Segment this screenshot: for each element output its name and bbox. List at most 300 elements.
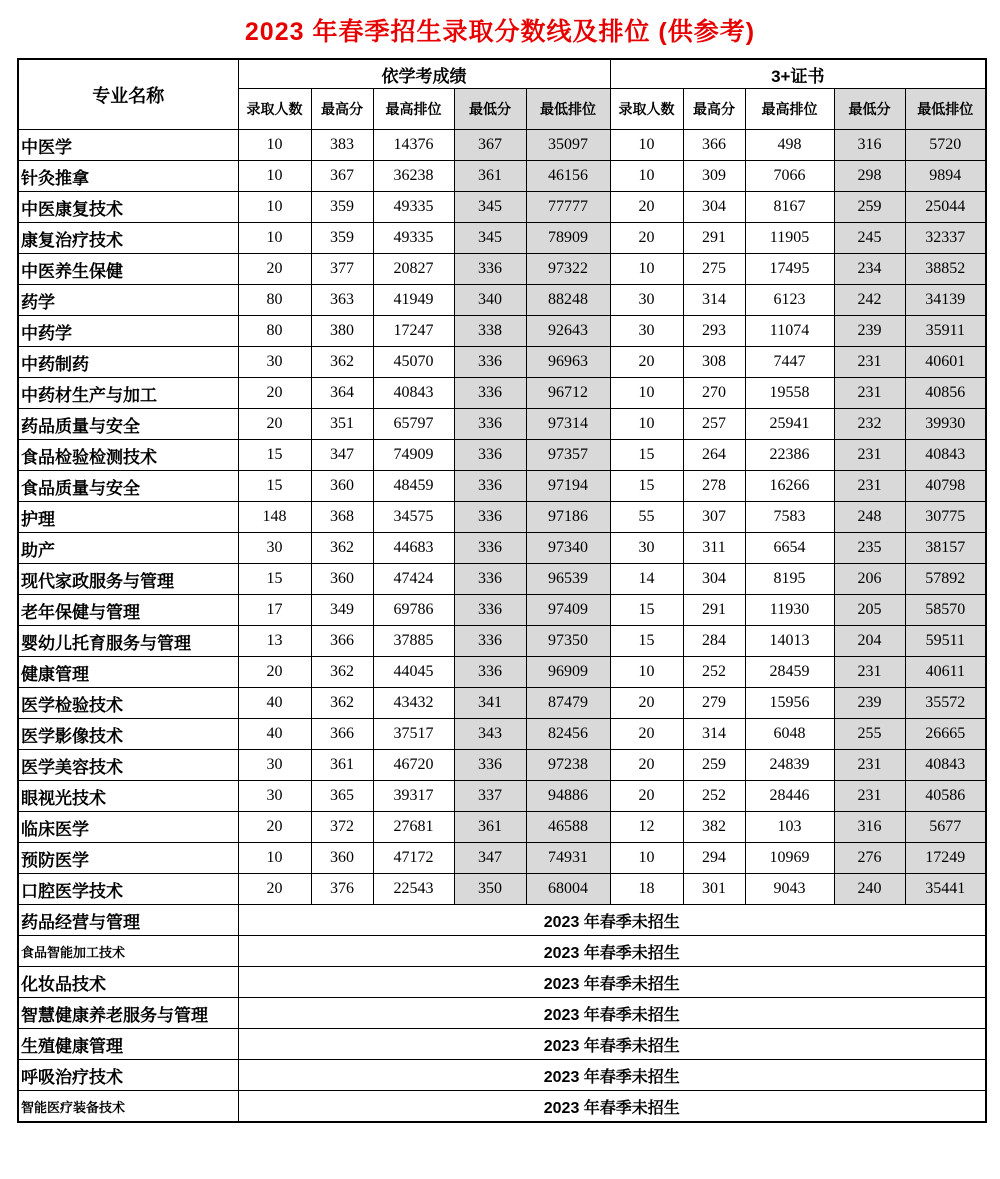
value-cell: 46720 xyxy=(373,750,454,781)
value-cell: 343 xyxy=(454,719,526,750)
value-cell: 69786 xyxy=(373,595,454,626)
value-cell: 11905 xyxy=(745,223,834,254)
value-cell: 10 xyxy=(610,843,683,874)
table-row xyxy=(18,440,986,471)
value-cell: 350 xyxy=(454,874,526,905)
value-cell: 30 xyxy=(610,316,683,347)
no-enroll-message-cell: 2023 年春季未招生 xyxy=(238,967,986,998)
value-cell: 40856 xyxy=(905,378,986,409)
value-cell: 336 xyxy=(454,564,526,595)
value-cell: 30 xyxy=(238,750,311,781)
major-name-cell: 口腔医学技术 xyxy=(18,874,238,905)
table-row xyxy=(18,595,986,626)
value-cell: 10 xyxy=(238,843,311,874)
value-cell: 35911 xyxy=(905,316,986,347)
major-name-cell: 中医养生保健 xyxy=(18,254,238,285)
major-name-cell: 医学检验技术 xyxy=(18,688,238,719)
value-cell: 276 xyxy=(834,843,905,874)
value-cell: 92643 xyxy=(526,316,610,347)
major-name-cell: 生殖健康管理 xyxy=(18,1029,238,1060)
value-cell: 148 xyxy=(238,502,311,533)
value-cell: 338 xyxy=(454,316,526,347)
value-cell: 40843 xyxy=(373,378,454,409)
value-cell: 270 xyxy=(683,378,745,409)
value-cell: 359 xyxy=(311,223,373,254)
value-cell: 5720 xyxy=(905,130,986,161)
value-cell: 44683 xyxy=(373,533,454,564)
value-cell: 362 xyxy=(311,347,373,378)
value-cell: 309 xyxy=(683,161,745,192)
no-enroll-message-cell: 2023 年春季未招生 xyxy=(238,905,986,936)
value-cell: 25044 xyxy=(905,192,986,223)
major-name-cell: 药品质量与安全 xyxy=(18,409,238,440)
group-header-row xyxy=(18,59,986,89)
value-cell: 59511 xyxy=(905,626,986,657)
table-row-no-enroll xyxy=(18,936,986,967)
value-cell: 7447 xyxy=(745,347,834,378)
major-name-cell: 药品经营与管理 xyxy=(18,905,238,936)
value-cell: 15956 xyxy=(745,688,834,719)
value-cell: 19558 xyxy=(745,378,834,409)
value-cell: 349 xyxy=(311,595,373,626)
value-cell: 96909 xyxy=(526,657,610,688)
value-cell: 7066 xyxy=(745,161,834,192)
value-cell: 6048 xyxy=(745,719,834,750)
value-cell: 307 xyxy=(683,502,745,533)
value-cell: 336 xyxy=(454,502,526,533)
value-cell: 47172 xyxy=(373,843,454,874)
value-cell: 231 xyxy=(834,781,905,812)
value-cell: 10 xyxy=(610,657,683,688)
value-cell: 368 xyxy=(311,502,373,533)
value-cell: 22543 xyxy=(373,874,454,905)
value-cell: 231 xyxy=(834,440,905,471)
value-cell: 34139 xyxy=(905,285,986,316)
sub-header-xuekao-1: 最高分 xyxy=(311,89,373,130)
major-name-cell: 预防医学 xyxy=(18,843,238,874)
value-cell: 363 xyxy=(311,285,373,316)
value-cell: 20 xyxy=(238,812,311,843)
value-cell: 20 xyxy=(238,657,311,688)
value-cell: 20 xyxy=(238,378,311,409)
value-cell: 364 xyxy=(311,378,373,409)
major-name-cell: 药学 xyxy=(18,285,238,316)
value-cell: 18 xyxy=(610,874,683,905)
column-header-major-name: 专业名称 xyxy=(18,59,238,130)
table-header xyxy=(18,59,986,130)
value-cell: 35097 xyxy=(526,130,610,161)
table-row xyxy=(18,409,986,440)
value-cell: 11930 xyxy=(745,595,834,626)
value-cell: 336 xyxy=(454,254,526,285)
value-cell: 20 xyxy=(238,254,311,285)
major-name-cell: 健康管理 xyxy=(18,657,238,688)
value-cell: 347 xyxy=(311,440,373,471)
value-cell: 245 xyxy=(834,223,905,254)
value-cell: 80 xyxy=(238,285,311,316)
value-cell: 336 xyxy=(454,533,526,564)
value-cell: 362 xyxy=(311,533,373,564)
value-cell: 10 xyxy=(610,130,683,161)
table-row xyxy=(18,223,986,254)
admission-score-table xyxy=(17,58,987,1123)
sub-header-cert-0: 录取人数 xyxy=(610,89,683,130)
value-cell: 30 xyxy=(238,781,311,812)
value-cell: 74931 xyxy=(526,843,610,874)
value-cell: 294 xyxy=(683,843,745,874)
value-cell: 304 xyxy=(683,564,745,595)
value-cell: 49335 xyxy=(373,223,454,254)
value-cell: 336 xyxy=(454,347,526,378)
value-cell: 336 xyxy=(454,626,526,657)
value-cell: 40586 xyxy=(905,781,986,812)
value-cell: 97409 xyxy=(526,595,610,626)
value-cell: 231 xyxy=(834,378,905,409)
value-cell: 360 xyxy=(311,564,373,595)
value-cell: 345 xyxy=(454,192,526,223)
value-cell: 11074 xyxy=(745,316,834,347)
value-cell: 20827 xyxy=(373,254,454,285)
value-cell: 336 xyxy=(454,440,526,471)
value-cell: 10 xyxy=(238,192,311,223)
value-cell: 336 xyxy=(454,750,526,781)
table-row xyxy=(18,719,986,750)
sub-header-cert-3: 最低分 xyxy=(834,89,905,130)
value-cell: 231 xyxy=(834,750,905,781)
value-cell: 311 xyxy=(683,533,745,564)
value-cell: 27681 xyxy=(373,812,454,843)
value-cell: 340 xyxy=(454,285,526,316)
value-cell: 367 xyxy=(311,161,373,192)
value-cell: 97238 xyxy=(526,750,610,781)
value-cell: 17495 xyxy=(745,254,834,285)
value-cell: 10 xyxy=(238,223,311,254)
value-cell: 380 xyxy=(311,316,373,347)
value-cell: 206 xyxy=(834,564,905,595)
value-cell: 39930 xyxy=(905,409,986,440)
value-cell: 97194 xyxy=(526,471,610,502)
table-row xyxy=(18,812,986,843)
value-cell: 347 xyxy=(454,843,526,874)
major-name-cell: 智慧健康养老服务与管理 xyxy=(18,998,238,1029)
value-cell: 37517 xyxy=(373,719,454,750)
value-cell: 264 xyxy=(683,440,745,471)
table-row-no-enroll xyxy=(18,967,986,998)
value-cell: 47424 xyxy=(373,564,454,595)
value-cell: 316 xyxy=(834,130,905,161)
value-cell: 20 xyxy=(610,719,683,750)
column-group-3-certificate: 3+证书 xyxy=(610,59,986,89)
value-cell: 362 xyxy=(311,688,373,719)
value-cell: 8167 xyxy=(745,192,834,223)
value-cell: 30 xyxy=(238,347,311,378)
value-cell: 40 xyxy=(238,719,311,750)
major-name-cell: 中药材生产与加工 xyxy=(18,378,238,409)
value-cell: 10 xyxy=(610,409,683,440)
value-cell: 275 xyxy=(683,254,745,285)
value-cell: 239 xyxy=(834,688,905,719)
major-name-cell: 婴幼儿托育服务与管理 xyxy=(18,626,238,657)
value-cell: 293 xyxy=(683,316,745,347)
table-row-no-enroll xyxy=(18,1091,986,1123)
value-cell: 15 xyxy=(610,440,683,471)
value-cell: 15 xyxy=(238,471,311,502)
value-cell: 45070 xyxy=(373,347,454,378)
major-name-cell: 医学影像技术 xyxy=(18,719,238,750)
value-cell: 360 xyxy=(311,843,373,874)
major-name-cell: 针灸推拿 xyxy=(18,161,238,192)
value-cell: 17247 xyxy=(373,316,454,347)
value-cell: 24839 xyxy=(745,750,834,781)
value-cell: 32337 xyxy=(905,223,986,254)
major-name-cell: 临床医学 xyxy=(18,812,238,843)
value-cell: 38157 xyxy=(905,533,986,564)
value-cell: 367 xyxy=(454,130,526,161)
value-cell: 360 xyxy=(311,471,373,502)
table-row xyxy=(18,564,986,595)
value-cell: 40798 xyxy=(905,471,986,502)
value-cell: 314 xyxy=(683,719,745,750)
value-cell: 7583 xyxy=(745,502,834,533)
value-cell: 6123 xyxy=(745,285,834,316)
value-cell: 43432 xyxy=(373,688,454,719)
value-cell: 278 xyxy=(683,471,745,502)
value-cell: 361 xyxy=(454,161,526,192)
value-cell: 239 xyxy=(834,316,905,347)
value-cell: 9043 xyxy=(745,874,834,905)
value-cell: 376 xyxy=(311,874,373,905)
table-row xyxy=(18,843,986,874)
value-cell: 20 xyxy=(610,688,683,719)
value-cell: 10 xyxy=(238,130,311,161)
value-cell: 359 xyxy=(311,192,373,223)
value-cell: 34575 xyxy=(373,502,454,533)
value-cell: 22386 xyxy=(745,440,834,471)
value-cell: 97357 xyxy=(526,440,610,471)
value-cell: 94886 xyxy=(526,781,610,812)
no-enroll-message-cell: 2023 年春季未招生 xyxy=(238,1029,986,1060)
table-row-no-enroll xyxy=(18,998,986,1029)
table-row xyxy=(18,874,986,905)
value-cell: 97186 xyxy=(526,502,610,533)
value-cell: 252 xyxy=(683,657,745,688)
table-row xyxy=(18,161,986,192)
value-cell: 103 xyxy=(745,812,834,843)
value-cell: 41949 xyxy=(373,285,454,316)
value-cell: 259 xyxy=(683,750,745,781)
value-cell: 97314 xyxy=(526,409,610,440)
value-cell: 366 xyxy=(311,626,373,657)
value-cell: 20 xyxy=(238,409,311,440)
value-cell: 17 xyxy=(238,595,311,626)
major-name-cell: 中医学 xyxy=(18,130,238,161)
table-row xyxy=(18,657,986,688)
value-cell: 316 xyxy=(834,812,905,843)
value-cell: 37885 xyxy=(373,626,454,657)
value-cell: 57892 xyxy=(905,564,986,595)
value-cell: 10969 xyxy=(745,843,834,874)
value-cell: 35441 xyxy=(905,874,986,905)
value-cell: 336 xyxy=(454,657,526,688)
value-cell: 20 xyxy=(610,192,683,223)
major-name-cell: 食品智能加工技术 xyxy=(18,936,238,967)
value-cell: 40601 xyxy=(905,347,986,378)
table-row-no-enroll xyxy=(18,905,986,936)
value-cell: 14376 xyxy=(373,130,454,161)
sub-header-xuekao-0: 录取人数 xyxy=(238,89,311,130)
value-cell: 40843 xyxy=(905,750,986,781)
value-cell: 366 xyxy=(311,719,373,750)
major-name-cell: 智能医疗装备技术 xyxy=(18,1091,238,1123)
value-cell: 259 xyxy=(834,192,905,223)
value-cell: 65797 xyxy=(373,409,454,440)
major-name-cell: 医学美容技术 xyxy=(18,750,238,781)
value-cell: 345 xyxy=(454,223,526,254)
value-cell: 308 xyxy=(683,347,745,378)
major-name-cell: 现代家政服务与管理 xyxy=(18,564,238,595)
value-cell: 38852 xyxy=(905,254,986,285)
value-cell: 248 xyxy=(834,502,905,533)
value-cell: 377 xyxy=(311,254,373,285)
value-cell: 48459 xyxy=(373,471,454,502)
table-row xyxy=(18,626,986,657)
value-cell: 14013 xyxy=(745,626,834,657)
value-cell: 15 xyxy=(238,564,311,595)
no-enroll-message-cell: 2023 年春季未招生 xyxy=(238,998,986,1029)
value-cell: 39317 xyxy=(373,781,454,812)
major-name-cell: 老年保健与管理 xyxy=(18,595,238,626)
major-name-cell: 食品检验检测技术 xyxy=(18,440,238,471)
value-cell: 20 xyxy=(610,781,683,812)
sub-header-xuekao-4: 最低排位 xyxy=(526,89,610,130)
value-cell: 97350 xyxy=(526,626,610,657)
table-body xyxy=(18,130,986,1123)
value-cell: 46156 xyxy=(526,161,610,192)
table-row xyxy=(18,192,986,223)
value-cell: 36238 xyxy=(373,161,454,192)
sub-header-cert-4: 最低排位 xyxy=(905,89,986,130)
value-cell: 77777 xyxy=(526,192,610,223)
value-cell: 231 xyxy=(834,347,905,378)
value-cell: 28446 xyxy=(745,781,834,812)
value-cell: 257 xyxy=(683,409,745,440)
table-row xyxy=(18,316,986,347)
value-cell: 44045 xyxy=(373,657,454,688)
value-cell: 291 xyxy=(683,223,745,254)
value-cell: 336 xyxy=(454,378,526,409)
value-cell: 82456 xyxy=(526,719,610,750)
value-cell: 20 xyxy=(238,874,311,905)
sub-header-xuekao-3: 最低分 xyxy=(454,89,526,130)
value-cell: 336 xyxy=(454,595,526,626)
major-name-cell: 眼视光技术 xyxy=(18,781,238,812)
value-cell: 337 xyxy=(454,781,526,812)
value-cell: 252 xyxy=(683,781,745,812)
value-cell: 10 xyxy=(610,378,683,409)
value-cell: 255 xyxy=(834,719,905,750)
table-row xyxy=(18,285,986,316)
value-cell: 16266 xyxy=(745,471,834,502)
value-cell: 498 xyxy=(745,130,834,161)
column-group-xuekao-score: 依学考成绩 xyxy=(238,59,610,89)
value-cell: 40843 xyxy=(905,440,986,471)
value-cell: 97322 xyxy=(526,254,610,285)
table-row xyxy=(18,130,986,161)
value-cell: 205 xyxy=(834,595,905,626)
value-cell: 284 xyxy=(683,626,745,657)
table-row xyxy=(18,750,986,781)
value-cell: 291 xyxy=(683,595,745,626)
sub-header-xuekao-2: 最高排位 xyxy=(373,89,454,130)
value-cell: 15 xyxy=(610,626,683,657)
value-cell: 242 xyxy=(834,285,905,316)
value-cell: 96712 xyxy=(526,378,610,409)
value-cell: 10 xyxy=(610,161,683,192)
value-cell: 10 xyxy=(610,254,683,285)
value-cell: 49335 xyxy=(373,192,454,223)
table-row xyxy=(18,688,986,719)
value-cell: 204 xyxy=(834,626,905,657)
value-cell: 96963 xyxy=(526,347,610,378)
value-cell: 304 xyxy=(683,192,745,223)
table-row xyxy=(18,533,986,564)
value-cell: 28459 xyxy=(745,657,834,688)
value-cell: 30775 xyxy=(905,502,986,533)
value-cell: 234 xyxy=(834,254,905,285)
value-cell: 361 xyxy=(454,812,526,843)
value-cell: 40 xyxy=(238,688,311,719)
value-cell: 298 xyxy=(834,161,905,192)
value-cell: 12 xyxy=(610,812,683,843)
value-cell: 17249 xyxy=(905,843,986,874)
value-cell: 232 xyxy=(834,409,905,440)
value-cell: 231 xyxy=(834,657,905,688)
table-row xyxy=(18,781,986,812)
table-row-no-enroll xyxy=(18,1029,986,1060)
value-cell: 68004 xyxy=(526,874,610,905)
value-cell: 26665 xyxy=(905,719,986,750)
value-cell: 10 xyxy=(238,161,311,192)
value-cell: 30 xyxy=(610,285,683,316)
value-cell: 55 xyxy=(610,502,683,533)
major-name-cell: 护理 xyxy=(18,502,238,533)
value-cell: 314 xyxy=(683,285,745,316)
value-cell: 78909 xyxy=(526,223,610,254)
value-cell: 25941 xyxy=(745,409,834,440)
major-name-cell: 中医康复技术 xyxy=(18,192,238,223)
major-name-cell: 呼吸治疗技术 xyxy=(18,1060,238,1091)
major-name-cell: 食品质量与安全 xyxy=(18,471,238,502)
table-row-no-enroll xyxy=(18,1060,986,1091)
value-cell: 341 xyxy=(454,688,526,719)
sub-header-cert-2: 最高排位 xyxy=(745,89,834,130)
value-cell: 351 xyxy=(311,409,373,440)
value-cell: 279 xyxy=(683,688,745,719)
value-cell: 30 xyxy=(610,533,683,564)
major-name-cell: 助产 xyxy=(18,533,238,564)
no-enroll-message-cell: 2023 年春季未招生 xyxy=(238,1091,986,1123)
value-cell: 74909 xyxy=(373,440,454,471)
value-cell: 20 xyxy=(610,750,683,781)
value-cell: 87479 xyxy=(526,688,610,719)
value-cell: 8195 xyxy=(745,564,834,595)
value-cell: 30 xyxy=(238,533,311,564)
value-cell: 365 xyxy=(311,781,373,812)
value-cell: 361 xyxy=(311,750,373,781)
value-cell: 20 xyxy=(610,223,683,254)
value-cell: 13 xyxy=(238,626,311,657)
page-title: 2023 年春季招生录取分数线及排位 (供参考) xyxy=(244,18,756,46)
